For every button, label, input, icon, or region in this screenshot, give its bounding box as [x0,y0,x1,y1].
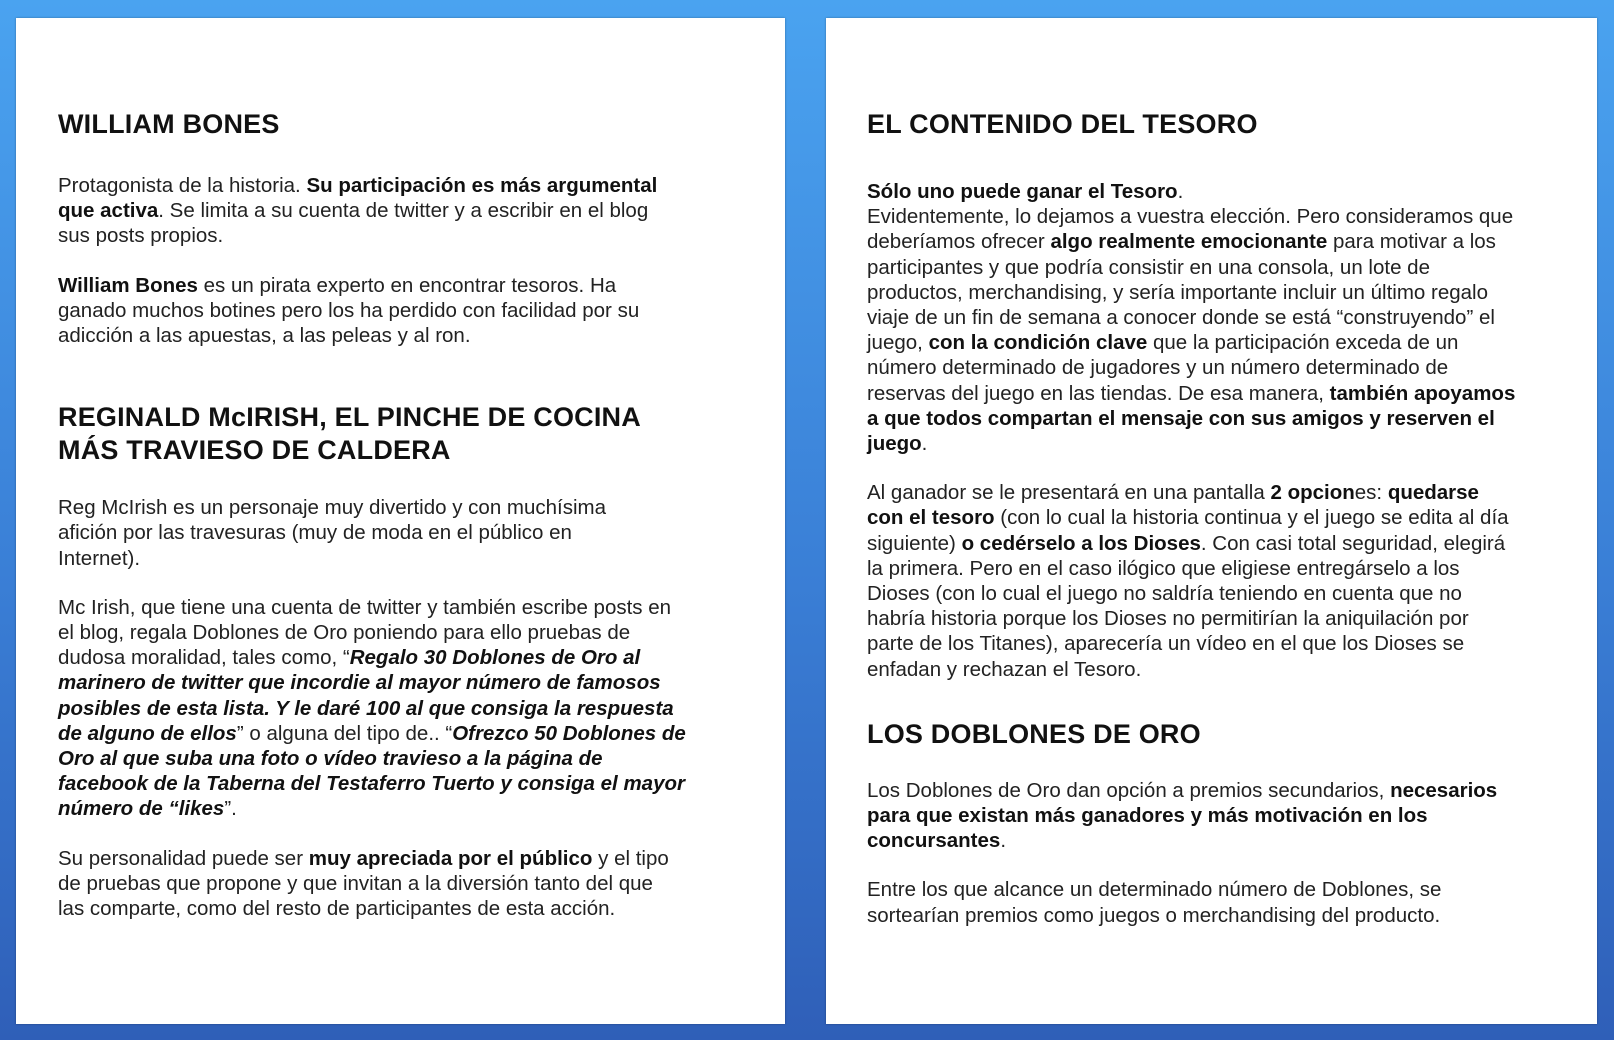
bold-text: William Bones [58,273,198,297]
text-run: Mc Irish, que tiene una cuenta de twitter y también escribe posts en el blog, regala Doblones de Oro poniendo para ello pruebas de dudosa moralidad, tales como, “ [58,595,672,670]
heading-william-bones: WILLIAM BONES [58,109,280,139]
text-run: para motivar a los participantes y que podría consistir en una consola, un lote de productos, merchandising, y sería importante incluir un último regalo viaje de un fin de semana a conocer donde se está “construyendo” el juego, [867,230,1496,355]
paragraph [867,778,1517,854]
paragraph [58,495,648,571]
text-run: . [1177,180,1184,203]
left-page [16,18,785,1024]
bold-text: quedarse con el tesoro [867,481,1479,530]
text-run: Su personalidad puede ser [58,846,309,870]
text-run: (con lo cual la historia continua y el juego se edita al día siguiente) [867,506,1509,555]
bold-text: muy apreciada por el público [308,846,593,870]
paragraph [867,480,1517,682]
bold-text: algo realmente emocionante [1050,230,1328,254]
bold-italic-text: Ofrezco 50 Doblones de Oro al que suba una foto o vídeo travieso a la página de facebook de la Taberna del Testaferro Tuerto y consiga el mayor número de “likes [58,721,686,821]
right-page [826,18,1597,1024]
text-run: es: [1354,481,1388,505]
paragraph [58,846,673,922]
heading-doblones-de-oro: LOS DOBLONES DE ORO [867,718,1201,749]
heading-contenido-tesoro: EL CONTENIDO DEL TESORO [867,109,1258,139]
bold-text: o cedérselo a los Dioses [961,531,1201,555]
text-run: . Se limita a su cuenta de twitter y a escribir en el blog sus posts propios. [58,199,649,248]
text-run: . Con casi total seguridad, elegirá la primera. Pero en el caso ilógico que eligiese entregárselo a los Dioses (con lo cual el juego no saldría teniendo en cuenta que no habría historia porque los Dioses no permitirían la aniquilación por parte de los Titanes), aparecería un vídeo en el que los Dioses se enfadan y rechazan el Tesoro. [867,531,1506,681]
text-run: Los Doblones de Oro dan opción a premios secundarios, [867,778,1391,802]
paragraph [58,273,683,349]
text-run: . [921,432,928,456]
paragraph [867,877,1487,927]
heading-reginald-mcirish: REGINALD McIRISH, EL PINCHE DE COCINA MÁS TRAVIESO DE CALDERA [58,402,640,466]
bold-text: Su participación es más argumental que activa [58,174,658,223]
bold-text: también apoyamos a que todos compartan el mensaje con sus amigos y reserven el juego [867,381,1516,456]
bold-text: 2 opcion [1270,481,1355,505]
paragraph [58,595,688,822]
bold-text: Sólo uno puede ganar el Tesoro [867,180,1178,203]
text-run: Evidentemente, lo dejamos a vuestra elección. Pero consideramos que deberíamos ofrecer [867,205,1514,254]
paragraph [867,179,1517,456]
text-run: ” o alguna del tipo de.. “ [236,721,453,745]
paragraph [58,173,678,249]
text-run: ”. [224,797,237,821]
bold-italic-text: Regalo 30 Doblones de Oro al marinero de twitter que incordie al mayor número de famosos posibles de esta lista. Y le daré 100 al que consiga la respuesta de alguno de ellos [58,646,674,745]
text-run: Protagonista de la historia. [58,174,307,197]
text-run: Entre los que alcance un determinado número de Doblones, se sortearían premios como juegos o merchandising del producto. [867,878,1442,927]
text-run: que la participación exceda de un número determinado de jugadores y un número determinado de reservas del juego en las tiendas. De esa manera, [867,331,1459,405]
text-run: Al ganador se le presentará en una pantalla [867,481,1271,505]
bold-text: con la condición clave [928,331,1148,355]
text-run: Reg McIrish es un personaje muy divertido y con muchísima afición por las travesuras (muy de moda en el público en Internet). [58,496,607,570]
text-run: . [1000,829,1007,853]
bold-text: necesarios para que existan más ganadores y más motivación en los concursantes [867,778,1498,853]
text-run: es un pirata experto en encontrar tesoros. Ha ganado muchos botines pero los ha perdido con facilidad por su adicción a las apuestas, a las peleas y al ron. [58,273,640,348]
text-run: y el tipo de pruebas que propone y que invitan a la diversión tanto del que las comparte, como del resto de participantes de esta acción. [58,846,669,921]
